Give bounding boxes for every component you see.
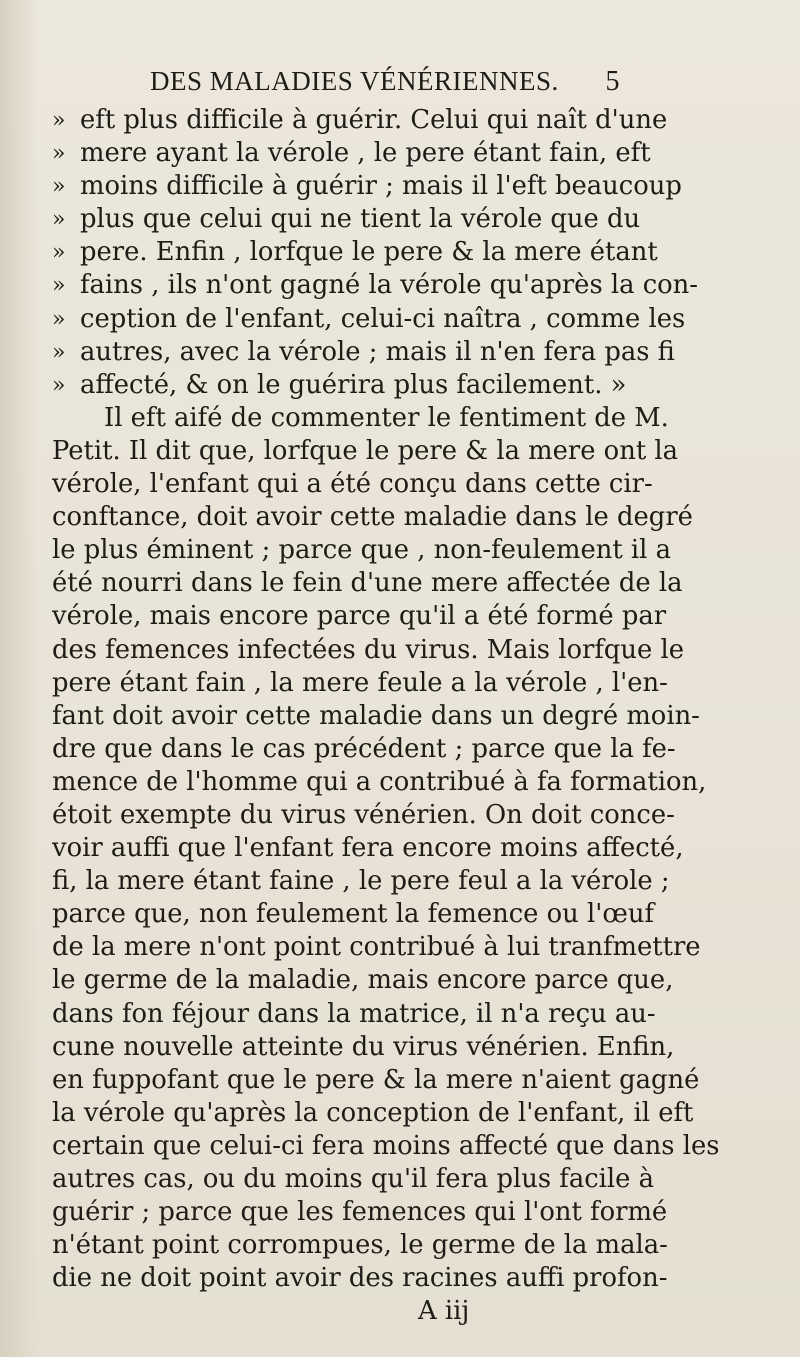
paragraph-line: dre que dans le cas précédent ; parce que la fe-: [52, 733, 676, 764]
paragraph-line: conftance, doit avoir cette maladie dans le degré: [52, 502, 693, 533]
quoted-line: [52, 336, 675, 369]
page-number: 5: [605, 66, 620, 97]
commentary-paragraph: [52, 435, 720, 1295]
quotation-mark: »: [52, 273, 66, 299]
quoted-line: [52, 269, 699, 302]
paragraph-line: en fuppofant que le pere & la mere n'aient gagné: [52, 1064, 700, 1095]
paragraph-line: pere étant fain , la mere feule a la vérole , l'en-: [52, 667, 668, 698]
quoted-line-text: moins difficile à guérir ; mais il l'eft beaucoup: [80, 171, 682, 202]
paragraph-line: guérir ; parce que les femences qui l'ont formé: [52, 1197, 668, 1228]
quotation-mark: »: [52, 108, 66, 133]
paragraph-line: fant doit avoir cette maladie dans un degré moin-: [52, 700, 700, 731]
paragraph-line: Petit. Il dit que, lorfque le pere & la mere ont la: [52, 435, 679, 466]
paragraph-line: die ne doit point avoir des racines auffi profon-: [52, 1263, 668, 1294]
quoted-line-text: autres, avec la vérole ; mais il n'en fera pas fi: [80, 336, 675, 367]
quoted-line-text: ception de l'enfant, celui-ci naîtra , comme les: [80, 303, 686, 334]
paragraph-line: parce que, non feulement la femence ou l'œuf: [52, 899, 655, 930]
quoted-line: [52, 236, 658, 269]
quoted-line-text: pere. Enfin , lorfque le pere & la mere étant: [80, 237, 658, 268]
paragraph-line: de la mere n'ont point contribué à lui tranfmettre: [52, 932, 701, 963]
page-gutter-shadow: [0, 0, 38, 1357]
running-title: DES MALADIES VÉNÉRIENNES.: [150, 66, 559, 96]
signature-mark: A iij: [418, 1296, 470, 1327]
quoted-line: [52, 303, 686, 336]
quotation-mark: »: [52, 339, 66, 365]
paragraph-line: des femences infectées du virus. Mais lorfque le: [52, 634, 684, 665]
paragraph-line: certain que celui-ci fera moins affecté que dans les: [52, 1130, 720, 1161]
quoted-line: [52, 203, 652, 236]
quotation-mark: »: [52, 372, 66, 398]
paragraph-first-line: Il eft aifé de commenter le fentiment de M.: [104, 402, 669, 433]
paragraph-line: vérole, mais encore parce qu'il a été formé par: [52, 601, 667, 632]
quoted-line-text: fains , ils n'ont gagné la vérole qu'après la con-: [80, 270, 699, 301]
quoted-passage: [52, 104, 699, 402]
quoted-line-text: affecté, & on le guérira plus facilement. »: [80, 369, 627, 400]
paragraph-line: le germe de la maladie, mais encore parce que,: [52, 965, 674, 996]
running-header: [150, 66, 620, 106]
paragraph-line: fi, la mere étant faine , le pere feul a la vérole ;: [52, 866, 670, 897]
quoted-line: [52, 137, 652, 170]
paragraph-line: dans fon féjour dans la matrice, il n'a reçu au-: [52, 998, 656, 1029]
quoted-line-text: mere ayant la vérole , le pere étant fain, eft: [80, 138, 651, 169]
paragraph-line: cune nouvelle atteinte du virus vénérien. Enfin,: [52, 1031, 675, 1062]
paragraph-line: n'étant point corrompues, le germe de la mala-: [52, 1230, 668, 1261]
quoted-line: [52, 369, 652, 402]
paragraph-line: autres cas, ou du moins qu'il fera plus facile à: [52, 1164, 655, 1194]
paragraph-line: vérole, l'enfant qui a été conçu dans cette cir-: [52, 469, 653, 500]
paragraph-line: mence de l'homme qui a contribué à fa formation,: [52, 766, 707, 797]
paragraph-line: la vérole qu'après la conception de l'enfant, il eft: [52, 1097, 694, 1128]
quoted-line: [52, 104, 668, 137]
quotation-mark: »: [52, 306, 66, 332]
quotation-mark: »: [52, 141, 66, 167]
quotation-mark: »: [52, 174, 66, 200]
quoted-line: [52, 170, 682, 203]
paragraph-line: étoit exempte du virus vénérien. On doit conce-: [52, 799, 675, 830]
paragraph-line: été nourri dans le fein d'une mere affectée de la: [52, 568, 683, 599]
quotation-mark: »: [52, 207, 66, 233]
quotation-mark: »: [52, 240, 66, 266]
quoted-line-text: eft plus difficile à guérir. Celui qui naît d'une: [80, 105, 668, 135]
paragraph-line: voir auffi que l'enfant fera encore moins affecté,: [52, 833, 684, 864]
quoted-line-text: plus que celui qui ne tient la vérole que du: [80, 204, 641, 235]
paragraph-line: le plus éminent ; parce que , non-feulement il a: [52, 535, 672, 566]
body-text: [52, 104, 720, 1328]
